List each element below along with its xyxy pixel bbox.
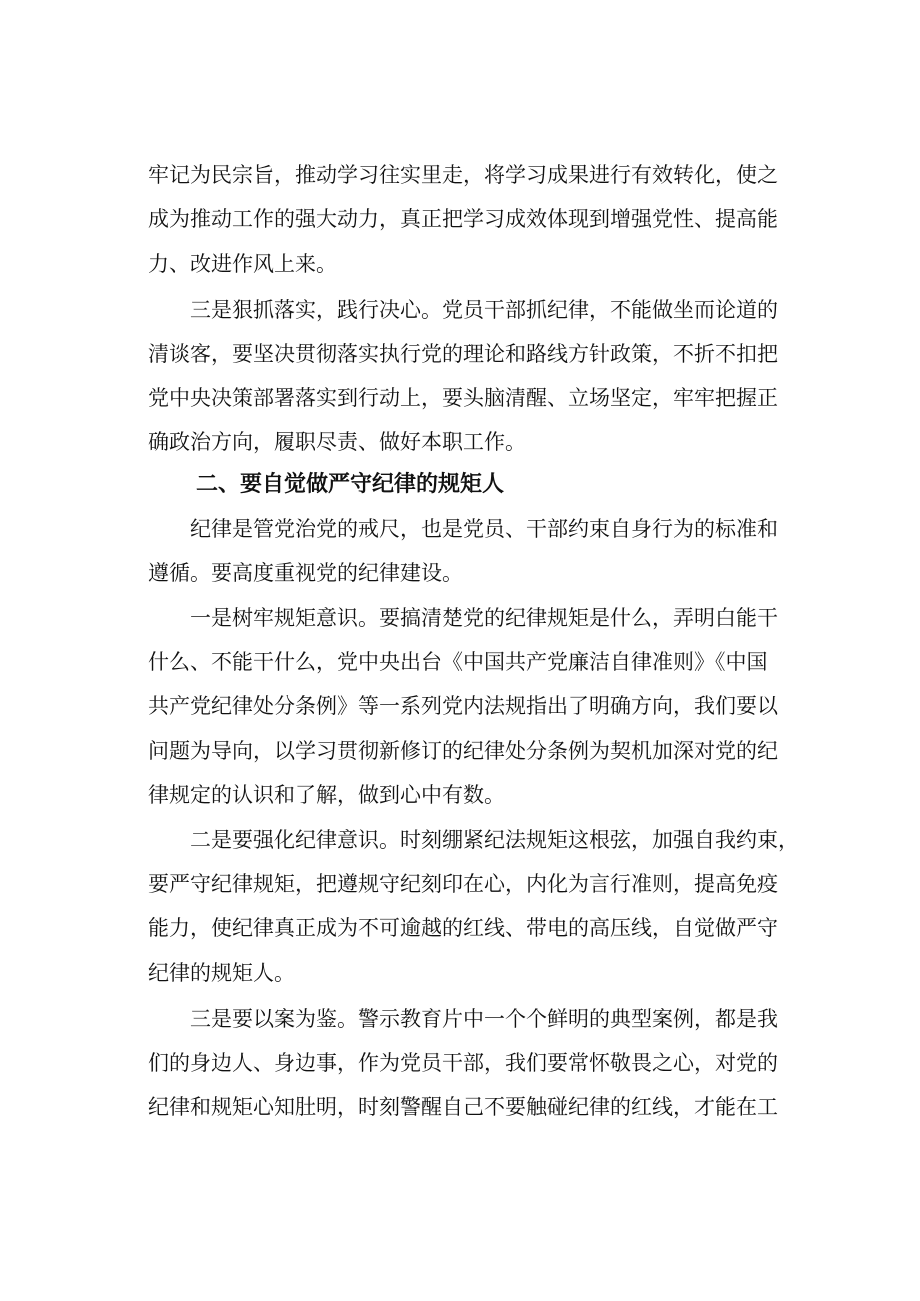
text-line: 纪律是管党治党的戒尺，也是党员、干部约束自身行为的标准和 bbox=[148, 517, 778, 541]
text-line: 二是要强化纪律意识。时刻绷紧纪法规矩这根弦，加强自我约束， bbox=[148, 828, 799, 852]
text-line: 力、改进作风上来。 bbox=[148, 252, 337, 276]
text-line: 成为推动工作的强大动力，真正把学习成效体现到增强党性、提高能 bbox=[148, 207, 778, 231]
text-line: 能力，使纪律真正成为不可逾越的红线、带电的高压线，自觉做严守 bbox=[148, 916, 778, 940]
text-line: 要严守纪律规矩，把遵规守纪刻印在心，内化为言行准则，提高免疫 bbox=[148, 872, 778, 896]
text-line: 共产党纪律处分条例》等一系列党内法规指出了明确方向，我们要以 bbox=[148, 694, 778, 718]
text-line: 清谈客，要坚决贯彻落实执行党的理论和路线方针政策，不折不扣把 bbox=[148, 342, 778, 366]
text-line: 们的身边人、身边事，作为党员干部，我们要常怀敬畏之心，对党的 bbox=[148, 1051, 778, 1075]
text-line: 党中央决策部署落实到行动上，要头脑清醒、立场坚定，牢牢把握正 bbox=[148, 386, 778, 410]
text-line: 遵循。要高度重视党的纪律建设。 bbox=[148, 561, 463, 585]
text-line: 纪律和规矩心知肚明，时刻警醒自己不要触碰纪律的红线，才能在工 bbox=[148, 1095, 778, 1119]
text-line: 纪律的规矩人。 bbox=[148, 961, 295, 985]
text-line: 三是狠抓落实，践行决心。党员干部抓纪律，不能做坐而论道的 bbox=[148, 298, 778, 322]
section-heading: 二、要自觉做严守纪律的规矩人 bbox=[196, 472, 505, 497]
text-line: 一是树牢规矩意识。要搞清楚党的纪律规矩是什么，弄明白能干 bbox=[148, 606, 778, 630]
text-line: 三是要以案为鉴。警示教育片中一个个鲜明的典型案例，都是我 bbox=[148, 1007, 778, 1031]
text-line: 确政治方向，履职尽责、做好本职工作。 bbox=[148, 430, 526, 454]
text-line: 律规定的认识和了解，做到心中有数。 bbox=[148, 783, 505, 807]
text-line: 牢记为民宗旨，推动学习往实里走，将学习成果进行有效转化，使之 bbox=[148, 163, 778, 187]
text-line: 什么、不能干什么，党中央出台《中国共产党廉洁自律准则》《中国 bbox=[148, 650, 768, 674]
text-line: 问题为导向，以学习贯彻新修订的纪律处分条例为契机加深对党的纪 bbox=[148, 739, 778, 763]
